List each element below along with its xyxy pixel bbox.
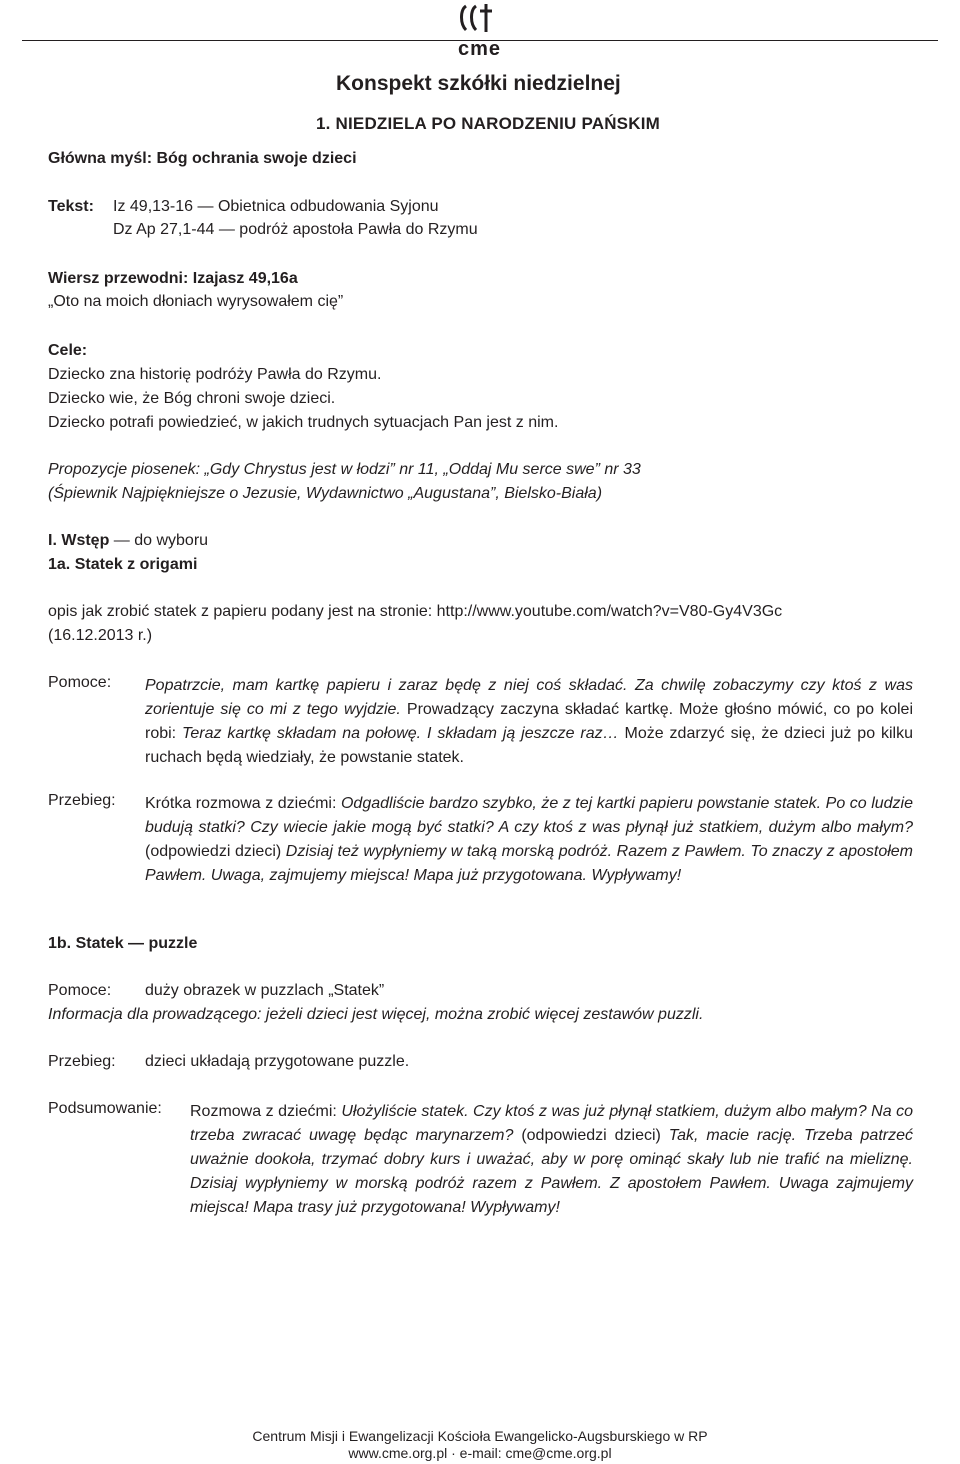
intro-heading xyxy=(48,532,208,550)
origami-desc-line-2: (16.12.2013 r.) xyxy=(48,627,153,644)
przebieg-italic-2: Dzisiaj też wypłyniemy w taką morską podróż. Razem z Pawłem. To znaczy z apostołem Pawłem. Uwaga, zajmujemy miejsca! Mapa już przygotowana. Wypływamy! xyxy=(145,843,914,884)
text-line-2: Dz Ap 27,1-44 — podróż apostoła Pawła do Rzymu xyxy=(113,221,478,238)
przebieg-2-text: dzieci układają przygotowane puzzle. xyxy=(145,1053,410,1070)
pomoce-italic-2: Teraz kartkę składam na połowę. I składam ją jeszcze raz… xyxy=(182,725,619,742)
verse-text: „Oto na moich dłoniach wyrysowałem cię” xyxy=(48,293,344,310)
goals-heading: Cele: xyxy=(48,342,88,359)
page-title: Konspekt szkółki niedzielnej xyxy=(336,72,621,95)
przebieg-2-label: Przebieg: xyxy=(48,1053,116,1070)
przebieg-plain-2: (odpowiedzi dzieci) xyxy=(145,843,286,860)
section-1a-heading: 1a. Statek z origami xyxy=(48,556,198,573)
podsum-italic-2: Tak, macie rację. Trzeba patrzeć uważnie dookoła, trzymać dobry kurs i uważać, aby w porę ominąć skały lub nie trafić na mieliznę. Dzisiaj wypłyniemy w morską podróż razem z Pawłem. Z apostołem Pawłem. Uwaga zajmujemy miejsca! Mapa trasy już przygotowana! Wypływamy! xyxy=(190,1127,914,1216)
songs-line-1: Propozycje piosenek: „Gdy Chrystus jest w łodzi” nr 11, „Oddaj Mu serce swe” nr 33 xyxy=(48,461,641,478)
logo-text: cme xyxy=(458,38,502,60)
footer-contact: www.cme.org.pl · e-mail: cme@cme.org.pl xyxy=(348,1445,612,1461)
pomoce-plain-2: Może zdarzyć się, że dzieci już po kilku ruchach będą wiedziały, że powstanie statek. xyxy=(145,725,913,766)
leader-info: Informacja dla prowadzącego: jeżeli dzieci jest więcej, można zrobić więcej zestawów puzzli. xyxy=(48,1006,704,1023)
pomoce-label: Pomoce: xyxy=(48,674,112,691)
przebieg-label: Przebieg: xyxy=(48,792,116,809)
podsum-italic: Ułożyliście statek. Czy ktoś z was już płynął statkiem, dużym albo małym? Na co trzeba zwracać uwagę będąc marynarzem? xyxy=(190,1103,913,1144)
goal-item: Dziecko zna historię podróży Pawła do Rzymu. xyxy=(48,366,382,383)
intro-heading-bold: I. Wstęp xyxy=(48,532,110,549)
podsumowanie-label: Podsumowanie: xyxy=(48,1100,162,1117)
przebieg-text xyxy=(145,792,913,888)
pomoce-italic: Popatrzcie, mam kartkę papieru i zaraz będę z niej coś składać. Za chwilę zobaczymy czy ktoś z was zorientuje się co mi z tego wyjdzie. xyxy=(145,677,913,718)
pomoce-plain: Prowadzący zaczyna składać kartkę. Może głośno mówić, co po kolei robi: xyxy=(145,701,914,742)
songs-line-2: (Śpiewnik Najpiękniejsze o Jezusie, Wydawnictwo „Augustana”, Bielsko-Biała) xyxy=(48,485,603,502)
main-thought: Główna myśl: Bóg ochrania swoje dzieci xyxy=(48,150,357,167)
text-label: Tekst: xyxy=(48,198,94,215)
pomoce-2-text: duży obrazek w puzzlach „Statek” xyxy=(145,982,385,999)
verse-heading: Wiersz przewodni: Izajasz 49,16a xyxy=(48,270,298,287)
footer-org: Centrum Misji i Ewangelizacji Kościoła Ewangelicko-Augsburskiego w RP xyxy=(252,1428,708,1444)
goal-item: Dziecko potrafi powiedzieć, w jakich trudnych sytuacjach Pan jest z nim. xyxy=(48,414,559,431)
origami-desc-line-1: opis jak zrobić statek z papieru podany jest na stronie: http://www.youtube.com/watch?v=V80-Gy4V3Gc xyxy=(48,603,783,620)
przebieg-italic: Odgadliście bardzo szybko, że z tej kartki papieru powstanie statek. Po co ludzie budują statki? Czy wiecie jakie mogą być statki? A czy ktoś z was płynął już statkiem, dużym albo małym? xyxy=(145,795,913,836)
podsum-plain: Rozmowa z dziećmi: xyxy=(190,1103,342,1120)
section-1b-heading: 1b. Statek — puzzle xyxy=(48,935,198,952)
page-subtitle: 1. NIEDZIELA PO NARODZENIU PAŃSKIM xyxy=(316,114,660,133)
frame-top-line-right xyxy=(516,40,938,41)
pomoce-2-label: Pomoce: xyxy=(48,982,112,999)
podsum-plain-2: (odpowiedzi dzieci) xyxy=(513,1127,669,1144)
text-line-1: Iz 49,13-16 — Obietnica odbudowania Syjonu xyxy=(113,198,439,215)
podsumowanie-text xyxy=(190,1100,913,1220)
przebieg-plain: Krótka rozmowa z dziećmi: xyxy=(145,795,341,812)
goal-item: Dziecko wie, że Bóg chroni swoje dzieci. xyxy=(48,390,336,407)
intro-heading-rest: do wyboru xyxy=(134,532,209,549)
intro-heading-dash: — xyxy=(109,532,135,549)
pomoce-text xyxy=(145,674,913,770)
